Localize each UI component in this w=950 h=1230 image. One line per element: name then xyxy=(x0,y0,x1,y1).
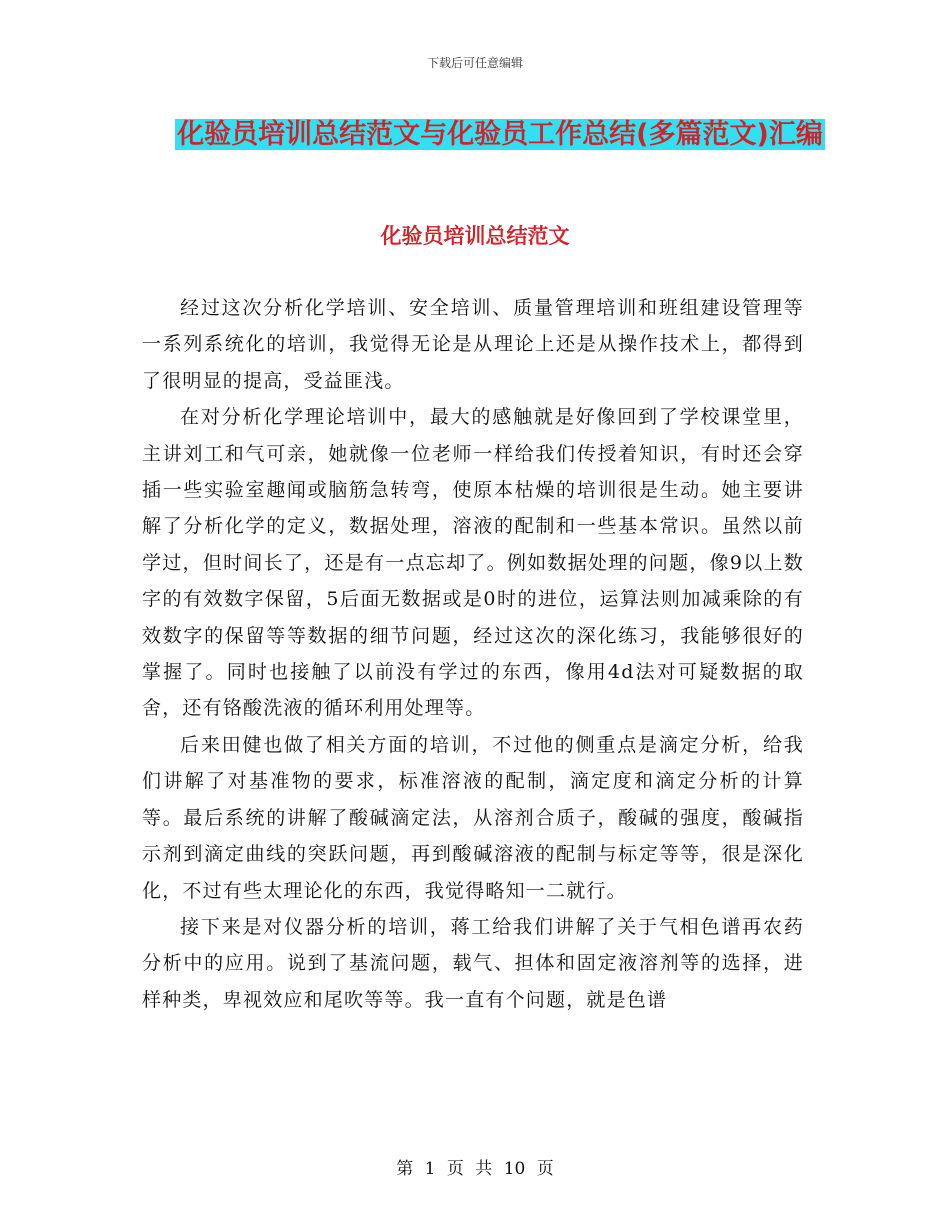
paragraph-2: 在对分析化学理论培训中，最大的感触就是好像回到了学校课堂里，主讲刘工和气可亲，她就像一位老师一样给我们传授着知识，有时还会穿插一些实验室趣闻或脑筋急转弯，使原本枯燥的培训很是生动。她主要讲解了分析化学的定义，数据处理，溶液的配制和一些基本常识。虽然以前学过，但时间长了，还是有一点忘却了。例如数据处理的问题，像9以上数字的有效数字保留，5后面无数据或是0时的进位，运算法则加减乘除的有效数字的保留等等数据的细节问题，经过这次的深化练习，我能够很好的掌握了。同时也接触了以前没有学过的东西，像用4d法对可疑数据的取舍，还有铬酸洗液的循环利用处理等。 xyxy=(142,406,804,720)
paragraph-3: 后来田健也做了相关方面的培训，不过他的侧重点是滴定分析，给我们讲解了对基准物的要求，标准溶液的配制，滴定度和滴定分析的计算等。最后系统的讲解了酸碱滴定法，从溶剂合质子，酸碱的强度，酸碱指示剂到滴定曲线的突跃问题，再到酸碱溶液的配制与标定等等，很是深化化，不过有些太理论化的东西，我觉得略知一二就行。 xyxy=(142,733,804,902)
paragraph-4: 接下来是对仪器分析的培训，蒋工给我们讲解了关于气相色谱再农药分析中的应用。说到了基流问题，载气、担体和固定液溶剂等的选择，进样种类，卑视效应和尾吹等等。我一直有个问题，就是色谱 xyxy=(142,915,804,1011)
page-footer: 第 1 页 共 10 页 xyxy=(396,1159,554,1179)
header-note: 下载后可任意编辑 xyxy=(426,56,523,70)
section-title: 化验员培训总结范文 xyxy=(380,224,570,248)
document-body xyxy=(142,290,804,1018)
document-title-text: 化验员培训总结范文与化验员工作总结(多篇范文)汇编 xyxy=(177,119,823,150)
paragraph-1: 经过这次分析化学培训、安全培训、质量管理培训和班组建设管理等一系列系统化的培训，我觉得无论是从理论上还是从操作技术上，都得到了很明显的提高，受益匪浅。 xyxy=(142,297,804,392)
document-title xyxy=(150,108,850,161)
